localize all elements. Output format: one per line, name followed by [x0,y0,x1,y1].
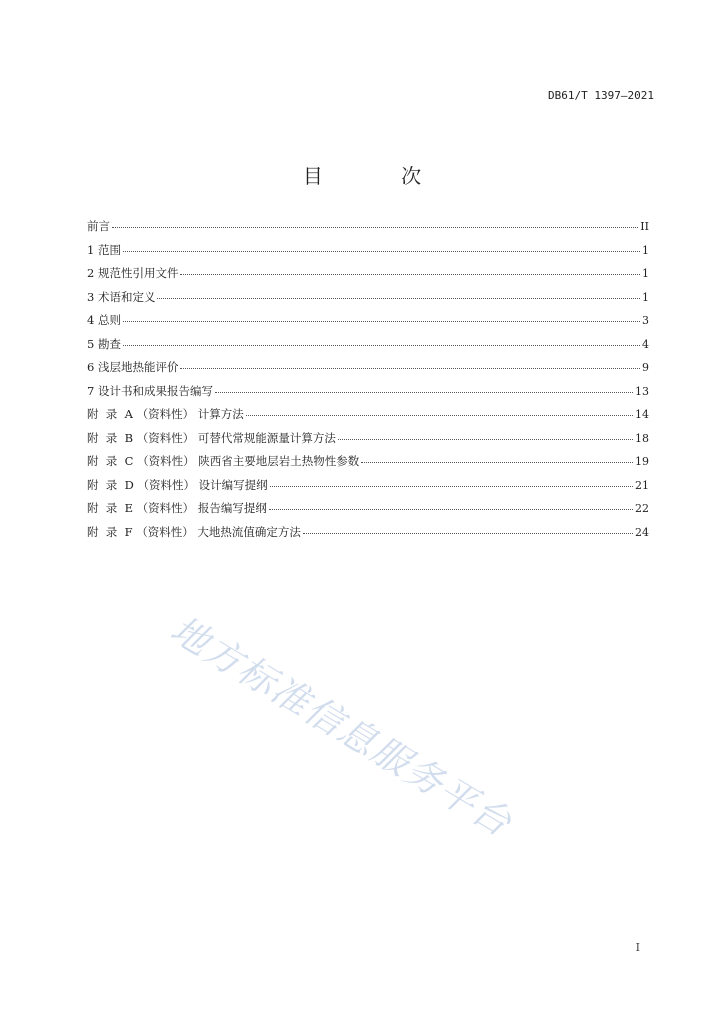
toc-entry[interactable] [87,265,649,289]
toc-entry[interactable] [87,500,649,524]
toc-entry-label: 1 范围 [87,242,121,257]
dot-leader [157,297,640,299]
toc-entry[interactable] [87,218,649,242]
toc-entry-label: 附 录 A （资料性） 计算方法 [87,407,244,421]
toc-entry-label: 附 录 E （资料性） 报告编写提纲 [87,501,267,515]
page-number: I [635,941,640,954]
toc-entry-page: II [640,220,649,233]
toc-entry[interactable] [87,359,649,383]
toc-entry[interactable] [87,524,649,548]
toc-entry-page: 1 [642,267,649,280]
dot-leader [123,344,640,346]
toc-entry-label: 6 浅层地热能评价 [87,360,179,374]
toc-entry[interactable] [87,312,649,336]
toc-entry-label: 附 录 D （资料性） 设计编写提纲 [87,477,268,492]
dot-leader [112,226,638,228]
toc-entry[interactable] [87,336,649,360]
toc-entry-label: 2 规范性引用文件 [87,266,179,280]
toc-entry-page: 24 [635,525,649,539]
watermark: 地方标准信息服务平台 [163,607,520,846]
toc-entry-page: 21 [635,478,649,492]
toc-entry-label: 7 设计书和成果报告编写 [87,383,213,398]
toc-entry[interactable] [87,477,649,501]
toc-entry[interactable] [87,453,649,477]
dot-leader [269,508,633,510]
dot-leader [246,414,633,416]
toc-entry-page: 18 [635,431,649,445]
toc-entry-page: 1 [642,243,649,257]
toc-entry-label: 前言 [87,219,110,233]
toc-title: 目 次 [302,164,458,188]
dot-leader [180,273,640,275]
toc-entry-page: 19 [635,455,649,468]
toc-entry-label: 3 术语和定义 [87,289,156,304]
dot-leader [361,461,633,463]
dot-leader [303,532,633,534]
document-code: DB61/T 1397—2021 [548,89,654,102]
toc-entry[interactable] [87,406,649,430]
toc-entry-label: 5 勘查 [87,336,121,351]
dot-leader [338,438,633,440]
toc-entry-page: 14 [635,408,649,421]
toc-entry-label: 附 录 F （资料性） 大地热流值确定方法 [87,524,301,539]
toc-entry-page: 4 [642,337,649,351]
toc-entry-page: 22 [635,502,649,515]
toc-entry-page: 13 [635,384,649,398]
toc-entry[interactable] [87,242,649,266]
toc-entry-label: 附 录 B （资料性） 可替代常规能源量计算方法 [87,430,336,445]
toc-entry-page: 9 [642,361,649,374]
dot-leader [215,391,633,393]
dot-leader [180,367,640,369]
toc-entry-label: 4 总则 [87,313,121,327]
toc-entry[interactable] [87,383,649,407]
toc-entry[interactable] [87,430,649,454]
dot-leader [123,250,640,252]
toc-entry-label: 附 录 C （资料性） 陕西省主要地层岩土热物性参数 [87,454,360,468]
table-of-contents [87,218,649,547]
dot-leader [270,485,633,487]
toc-entry[interactable] [87,289,649,313]
toc-entry-page: 3 [642,314,649,327]
dot-leader [123,320,640,322]
toc-entry-page: 1 [642,290,649,304]
